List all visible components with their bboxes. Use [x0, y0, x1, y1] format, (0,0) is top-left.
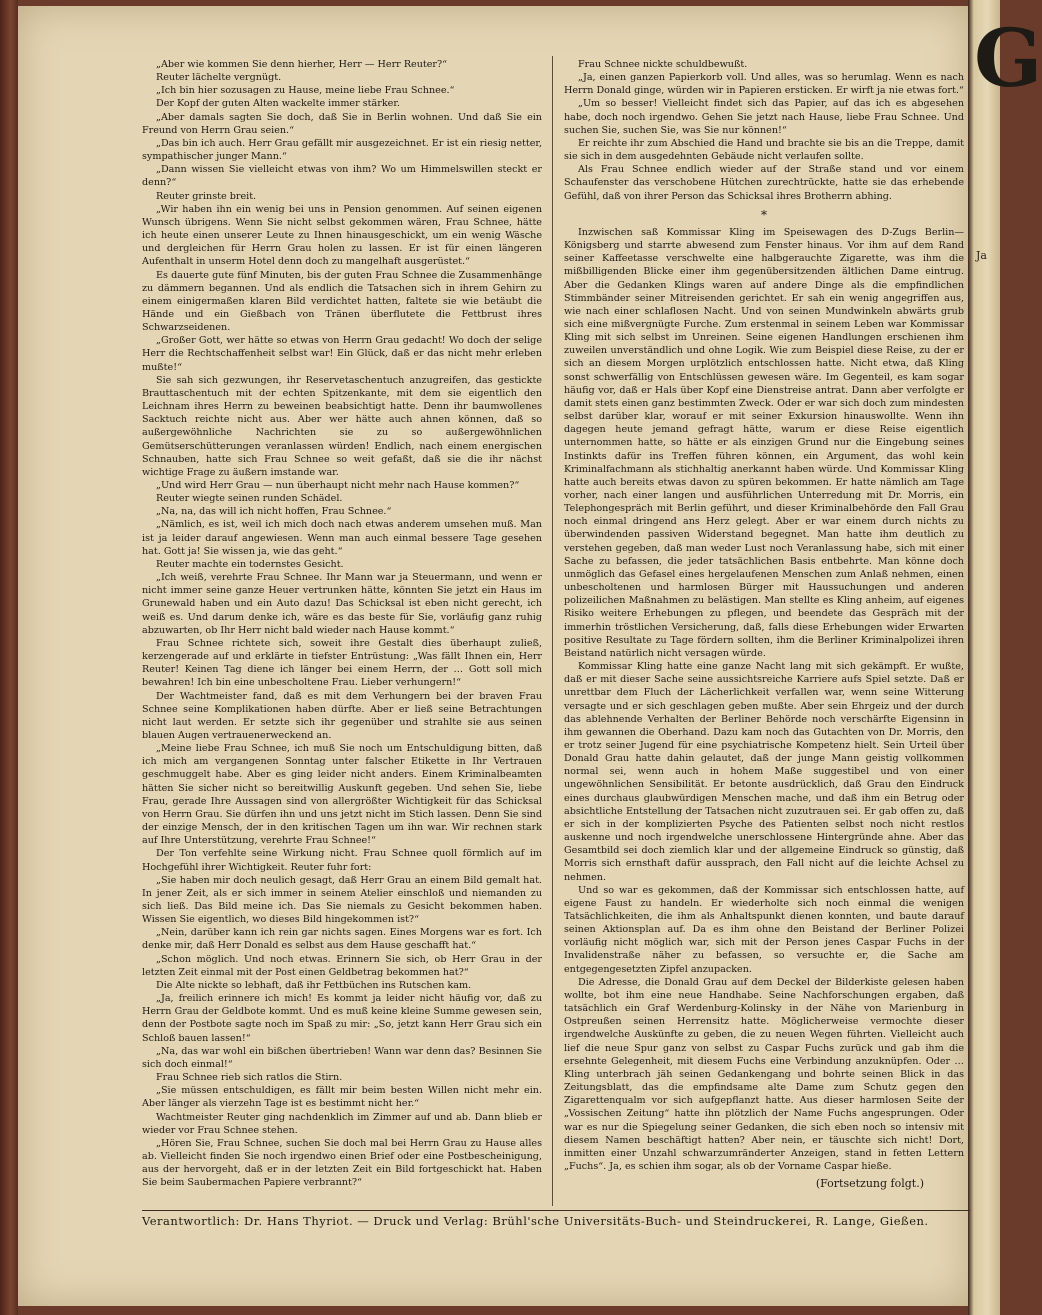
paragraph: Inzwischen saß Kommissar Kling im Speisewagen des D-Zugs Berlin—Königsberg und starrte abwesend zum Fenster hinaus. Vor ihm auf dem Rand seiner Kaffeetasse verschwelte eine halbgerauchte Zigarette, was ihm die mißbilligenden Blicke einer ihm gegenübersitzenden ältlichen Dame eintrug. Aber die Gedanken Klings waren auf andere Dinge als die empfindlichen Stimmbänder seiner Mitreisenden gerichtet. Er sah ein wenig angegriffen aus, wie nach einer schlaflosen Nacht. Und von seinen Mundwinkeln abwärts grub sich eine mißvergnügte Furche. Zum erstenmal in seinem Leben war Kommissar Kling mit sich selbst im Unreinen. Seine eigenen Handlungen erschienen ihm zuweilen unverständlich und ohne Logik. Wie zum Beispiel diese Reise, zu der er sich an diesem Morgen urplötzlich entschlossen hatte. Nicht etwa, daß Kling sonst schwerfällig von Entschlüssen gewesen wäre. Im Gegenteil, es kam sogar häufig vor, daß er Hals über Kopf eine Dienstreise antrat. Dann aber verfolgte er damit stets einen ganz bestimmten Zweck. Oder er war sich doch zum mindesten selbst darüber klar, worauf er mit seiner Exkursion hinauswollte. Wenn ihn dagegen heute jemand gefragt hätte, warum er diese Reise eigentlich unternommen hatte, so hätte er als einzigen Grund nur die Eingebung seines Instinkts dafür ins Treffen führen können, ein Argument, das wohl kein Kriminalfachmann als stichhaltig anerkannt haben würde. Und Kommissar Kling hatte auch bereits etwas davon zu spüren bekommen. Er hatte nämlich am Tage vorher, nach einer langen und ausführlichen Unterredung mit Dr. Morris, ein Telephongespräch mit Berlin geführt, und dieser Kriminalbehörde den Fall Grau noch einmal dringend ans Herz gelegt. Aber er war einem durch nichts zu überwindenden passiven Widerstand begegnet. Man hatte ihm deutlich zu verstehen gegeben, daß man weder Lust noch Veranlassung habe, sich mit einer Sache zu befassen, die jeder tatsächlichen Basis entbehrte. Man könne doch unmöglich das Gefasel eines hergelaufenen Menschen zum Anlaß nehmen, einen unbescholtenen und harmlosen Bürger mit Haussuchungen und anderen polizeilichen Maßnahmen zu belästigen. Man stellte es Kling anheim, auf eigenes Risiko weitere Erhebungen zu pflegen, und beendete das Gespräch mit der immerhin tröstlichen Versicherung, daß, falls diese Erhebungen wider Erwarten positive Resultate zu Tage fördern sollten, ihm die Berliner Kriminalpolizei ihren Beistand natürlich nicht versagen würde.	[564, 226, 964, 659]
paragraph: „Aber wie kommen Sie denn hierher, Herr — Herr Reuter?“	[156, 59, 448, 70]
right-column-part-a	[564, 58, 964, 203]
paragraph: „Hören Sie, Frau Schnee, suchen Sie doch mal bei Herrn Grau zu Hause alles ab. Vielleicht finden Sie noch irgendwo einen Brief oder eine Postbescheinigung, aus der hervorgeht, daß er in der letzten Zeit ein Bild fortgeschickt hat. Haben Sie beim Saubermachen Papiere verbrannt?“	[142, 1137, 542, 1189]
paragraph: „Um so besser! Vielleicht findet sich das Papier, auf das ich es abgesehen habe, doch noch irgendwo. Gehen Sie jetzt nach Hause, liebe Frau Schnee. Und suchen Sie, suchen Sie, was Sie nur können!“	[564, 98, 964, 136]
paragraph: Und so war es gekommen, daß der Kommissar sich entschlossen hatte, auf eigene Faust zu handeln. Er wiederholte sich noch einmal die wenigen Tatsächlichkeiten, die ihm als Anhaltspunkt dienen konnten, und baute darauf seinen Aktionsplan auf. Da es ihm ohne den Beistand der Berliner Polizei vorläufig nicht möglich war, sich mit der Person jenes Caspar Fuchs in der Invalidenstraße näher zu befassen, so versuchte er, die Sache am entgegengesetzten Zipfel anzupacken.	[564, 884, 964, 975]
paragraph: „Dann wissen Sie vielleicht etwas von ihm? Wo um Himmelswillen steckt er denn?“	[142, 164, 542, 189]
paragraph: „Ich bin hier sozusagen zu Hause, meine liebe Frau Schnee.“	[156, 85, 455, 97]
paragraph: Als Frau Schnee endlich wieder auf der Straße stand und vor einem Schaufenster das verschobene Hütchen zurechtrückte, hatte sie das erhebende Gefühl, daß von ihrer Person das Schicksal ihres Brotherrn abhing.	[564, 164, 964, 202]
paragraph: Sie sah sich gezwungen, ihr Reservetaschentuch anzugreifen, das gestickte Brauttaschentuch mit der echten Spitzenkante, mit dem sie eigentlich den Leichnam ihres Herrn zu beweinen beabsichtigt hatte. Denn ihr baumwollenes Sacktuch reichte nicht aus. Aber wer hätte auch ahnen können, daß so außergewöhnliche Nachrichten sie zu so außergewöhnlichen Gemütserschütterungen veranlassen würden! Endlich, nach einem energischen Schnauben, hatte sich Frau Schnee so weit gefaßt, daß sie die ihr nächst wichtige Frage zu äußern imstande war.	[142, 374, 542, 478]
paragraph: „Sie müssen entschuldigen, es fällt mir beim besten Willen nicht mehr ein. Aber länger als vierzehn Tage ist es bestimmt nicht her.“	[142, 1085, 542, 1110]
paragraph: „Nein, darüber kann ich rein gar nichts sagen. Eines Morgens war es fort. Ich denke mir, daß Herr Donald es selbst aus dem Hause geschafft hat.“	[142, 927, 542, 952]
spine-text: Ja	[976, 249, 987, 262]
paragraph: „Schon möglich. Und noch etwas. Erinnern Sie sich, ob Herr Grau in der letzten Zeit einmal mit der Post einen Geldbetrag bekommen hat?“	[142, 953, 542, 978]
column-rule	[552, 56, 553, 1206]
paragraph: Es dauerte gute fünf Minuten, bis der guten Frau Schnee die Zusammenhänge zu dämmern begannen. Und als endlich die Tatsachen sich in ihrem Gehirn zu einem einigermaßen klaren Bild verdichtet hatten, faltete sie wie betäubt die Hände und ein Gießbach von Tränen überflutete die Fettbrust ihres Schwarzseidenen.	[142, 269, 542, 334]
imprint-footer: Verantwortlich: Dr. Hans Thyriot. — Druck und Verlag: Brühl'sche Universitäts-Buch- und Steindruckerei, R. Lange, Gießen.	[142, 1214, 929, 1228]
paragraph: „Großer Gott, wer hätte so etwas von Herrn Grau gedacht! Wo doch der selige Herr die Rechtschaffenheit selbst war! Ein Glück, daß er das nicht mehr erleben mußte!“	[142, 335, 542, 373]
paragraph: Die Alte nickte so lebhaft, daß ihr Fettbüchen ins Rutschen kam.	[156, 979, 472, 991]
footer-rule	[142, 1210, 970, 1211]
paragraph: Wachtmeister Reuter ging nachdenklich im Zimmer auf und ab. Dann blieb er wieder vor Frau Schnee stehen.	[142, 1111, 542, 1136]
paragraph: Reuter machte ein todernstes Gesicht.	[156, 558, 344, 570]
binding-left	[0, 0, 18, 1315]
paragraph: Die Adresse, die Donald Grau auf dem Deckel der Bilderkiste gelesen haben wollte, bot ihm eine neue Handhabe. Seine Nachforschungen ergaben, daß tatsächlich ein Graf Werdenburg-Kolinsky in der Nähe von Marienburg in Ostpreußen seinen Herrensitz hatte. Möglicherweise vermochte dieser irgendwelche Auskünfte zu geben, die zu neuen Wegen führten. Vielleicht auch lief die neue Spur ganz von selbst zu Caspar Fuchs zurück und gab ihm die ersehnte Gelegenheit, mit diesem Fuchs eine Verbindung anzuknüpfen. Oder … Kling unterbrach jäh seinen Gedankengang und bohrte seinen Blick in das Zeitungsblatt, das die empfindsame alte Dame zum Schutz gegen den Zigarettenqualm vor sich aufgepflanzt hatte. Aus dieser harmlosen Seite der „Vossischen Zeitung“ hatte ihn plötzlich der Name Fuchs angesprungen. Oder war es nur die Spiegelung seiner Gedanken, die sich eben noch so intensiv mit diesem Namen beschäftigt hatten? Aber nein, er täuschte sich nicht! Dort, inmitten einer Unzahl schwarzumränderter Anzeigen, stand in fetten Lettern „Fuchs“. Ja, es schien ihm sogar, als ob der Vorname Caspar hieße.	[564, 976, 964, 1172]
paragraph: „Ich weiß, verehrte Frau Schnee. Ihr Mann war ja Steuermann, und wenn er nicht immer seine ganze Heuer vertrunken hätte, könnten Sie jetzt ein Haus im Grunewald haben und ein Auto dazu! Das Schicksal ist eben nicht gerecht, ich weiß es. Und darum denke ich, wäre es das beste für Sie, vorläufig ganz ruhig abzuwarten, ob Ihr Herr nicht bald wieder nach Hause kommt.“	[142, 572, 542, 636]
paragraph: Der Kopf der guten Alten wackelte immer stärker.	[156, 98, 400, 110]
paragraph: „Na, na, das will ich nicht hoffen, Frau Schnee.“	[156, 506, 392, 518]
paragraph: „Na, das war wohl ein bißchen übertrieben! Wann war denn das? Besinnen Sie sich doch einmal!“	[142, 1045, 542, 1070]
paragraph: „Und wird Herr Grau — nun überhaupt nicht mehr nach Hause kommen?“	[156, 480, 520, 491]
paragraph: Kommissar Kling hatte eine ganze Nacht lang mit sich gekämpft. Er wußte, daß er mit dieser Sache seine aussichtsreiche Karriere aufs Spiel setzte. Daß er unrettbar dem Fluch der Lächerlichkeit verfallen war, wenn seine Witterung versagte und er sich geschlagen geben mußte. Aber sein Ehrgeiz und der durch das ablehnende Verhalten der Berliner Behörde noch verschärfte Eigensinn in ihm gewannen die Oberhand. Dazu kam noch das Gutachten von Dr. Morris, den er trotz seiner Jugend für eine psychiatrische Kompetenz hielt. Sein Urteil über Donald Grau hatte dahin gelautet, daß der junge Mann geistig vollkommen normal sei, wenn auch in hohem Maße suggestibel und von einer ungewöhnlichen Sensibilität. Er betonte ausdrücklich, daß Grau den Eindruck eines durchaus glaubwürdigen Menschen mache, und daß ihm ein Betrug oder absichtliche Entstellung der Tatsachen nicht zuzutrauen sei. Er gab offen zu, daß er sich in der komplizierten Psyche des Patienten selbst noch nicht restlos auskenne und noch irgendwelche unerschlossene Hintergründe ahne. Aber das Gesamtbild sei doch ziemlich klar und der allgemeine Eindruck so günstig, daß Morris sich ernsthaft dafür aussprach, den Fall nicht auf die leichte Achsel zu nehmen.	[564, 661, 964, 883]
paragraph: Frau Schnee nickte schuldbewußt.	[578, 59, 748, 70]
paragraph: „Wir haben ihn ein wenig bei uns in Pension genommen. Auf seinen eigenen Wunsch übrigens. Wenn Sie nicht selbst gekommen wären, Frau Schnee, hätte ich heute einen unserer Leute zu Ihnen hinausgeschickt, um ein wenig Wäsche und dergleichen für Herrn Grau holen zu lassen. Er ist für einen längeren Aufenthalt in unserm Hotel denn doch zu mangelhaft ausgerüstet.“	[142, 203, 542, 268]
paragraph: „Sie haben mir doch neulich gesagt, daß Herr Grau an einem Bild gemalt hat. In jener Zeit, als er sich immer in seinem Atelier einschloß und niemanden zu sich ließ. Das Bild meine ich. Das Sie niemals zu Gesicht bekommen haben. Wissen Sie eigentlich, wo dieses Bild hingekommen ist?“	[142, 874, 542, 926]
paragraph: Frau Schnee richtete sich, soweit ihre Gestalt dies überhaupt zuließ, kerzengerade auf und erklärte in tiefster Entrüstung: „Was fällt Ihnen ein, Herr Reuter! Keinen Tag diene ich länger bei einem Herrn, der … Gott soll mich bewahren! Ich bin eine unbescholtene Frau. Lieber verhungern!“	[142, 637, 542, 689]
paragraph: „Ja, freilich erinnere ich mich! Es kommt ja leider nicht häufig vor, daß zu Herrn Grau der Geldbote kommt. Und es muß keine kleine Summe gewesen sein, denn der Postbote sagte noch im Spaß zu mir: „So, jetzt kann Herr Grau sich ein Schloß bauen lassen!“	[142, 993, 542, 1044]
right-column-part-b	[564, 226, 964, 1173]
paragraph: Der Ton verfehlte seine Wirkung nicht. Frau Schnee quoll förmlich auf im Hochgefühl ihrer Wichtigkeit. Reuter fuhr fort:	[142, 848, 542, 873]
spine-letter: G	[974, 11, 1042, 105]
binding-right	[968, 0, 1042, 1315]
paragraph: Er reichte ihr zum Abschied die Hand und brachte sie bis an die Treppe, damit sie sich in dem ausgedehnten Gebäude nicht verlaufen sollte.	[564, 137, 964, 163]
paragraph: Reuter grinste breit.	[156, 190, 257, 202]
paragraph: „Meine liebe Frau Schnee, ich muß Sie noch um Entschuldigung bitten, daß ich mich am vergangenen Sonntag unter falscher Etikette in Ihr Vertrauen geschmuggelt habe. Aber es ging leider nicht anders. Einem Kriminalbeamten hätten Sie sicher nicht so bereitwillig Auskunft gegeben. Und sehen Sie, liebe Frau, gerade Ihre Aussagen sind von allergrößter Wichtigkeit für das Schicksal von Herrn Grau. Sie dürfen ihn und uns jetzt nicht im Stich lassen. Denn Sie sind der einzige Mensch, der in den kritischen Tagen um ihn war. Wir rechnen stark auf Ihre Unterstützung, verehrte Frau Schnee!“	[142, 743, 542, 847]
paragraph: „Nämlich, es ist, weil ich mich doch nach etwas anderem umsehen muß. Man ist ja leider darauf angewiesen. Wenn man auch einmal bessere Tage gesehen hat. Gott ja! Sie wissen ja, wie das geht.“	[142, 519, 542, 557]
paragraph: Reuter lächelte vergnügt.	[156, 72, 282, 84]
paragraph: „Aber damals sagten Sie doch, daß Sie in Berlin wohnen. Und daß Sie ein Freund von Herrn Grau seien.“	[142, 111, 542, 136]
paragraph: „Das bin ich auch. Herr Grau gefällt mir ausgezeichnet. Er ist ein riesig netter, sympathischer junger Mann.“	[142, 137, 542, 163]
paragraph: Reuter wiegte seinen runden Schädel.	[156, 493, 343, 505]
continuation-note: (Fortsetzung folgt.)	[815, 1177, 924, 1191]
section-separator: *	[761, 207, 767, 222]
paragraph: Der Wachtmeister fand, daß es mit dem Verhungern bei der braven Frau Schnee seine Komplikationen haben dürfte. Aber er ließ seine Betrachtungen nicht laut werden. Er setzte sich ihr gegenüber und strahlte sie aus seinen blauen Augen vertrauenerweckend an.	[142, 690, 542, 741]
paragraph: „Ja, einen ganzen Papierkorb voll. Und alles, was so herumlag. Wenn es nach Herrn Donald ginge, würden wir in Papieren ersticken. Er wirft ja nie etwas fort.“	[564, 72, 964, 97]
left-column	[142, 58, 542, 1189]
right-column	[564, 58, 964, 1190]
paragraph: Frau Schnee rieb sich ratlos die Stirn.	[156, 1072, 343, 1084]
